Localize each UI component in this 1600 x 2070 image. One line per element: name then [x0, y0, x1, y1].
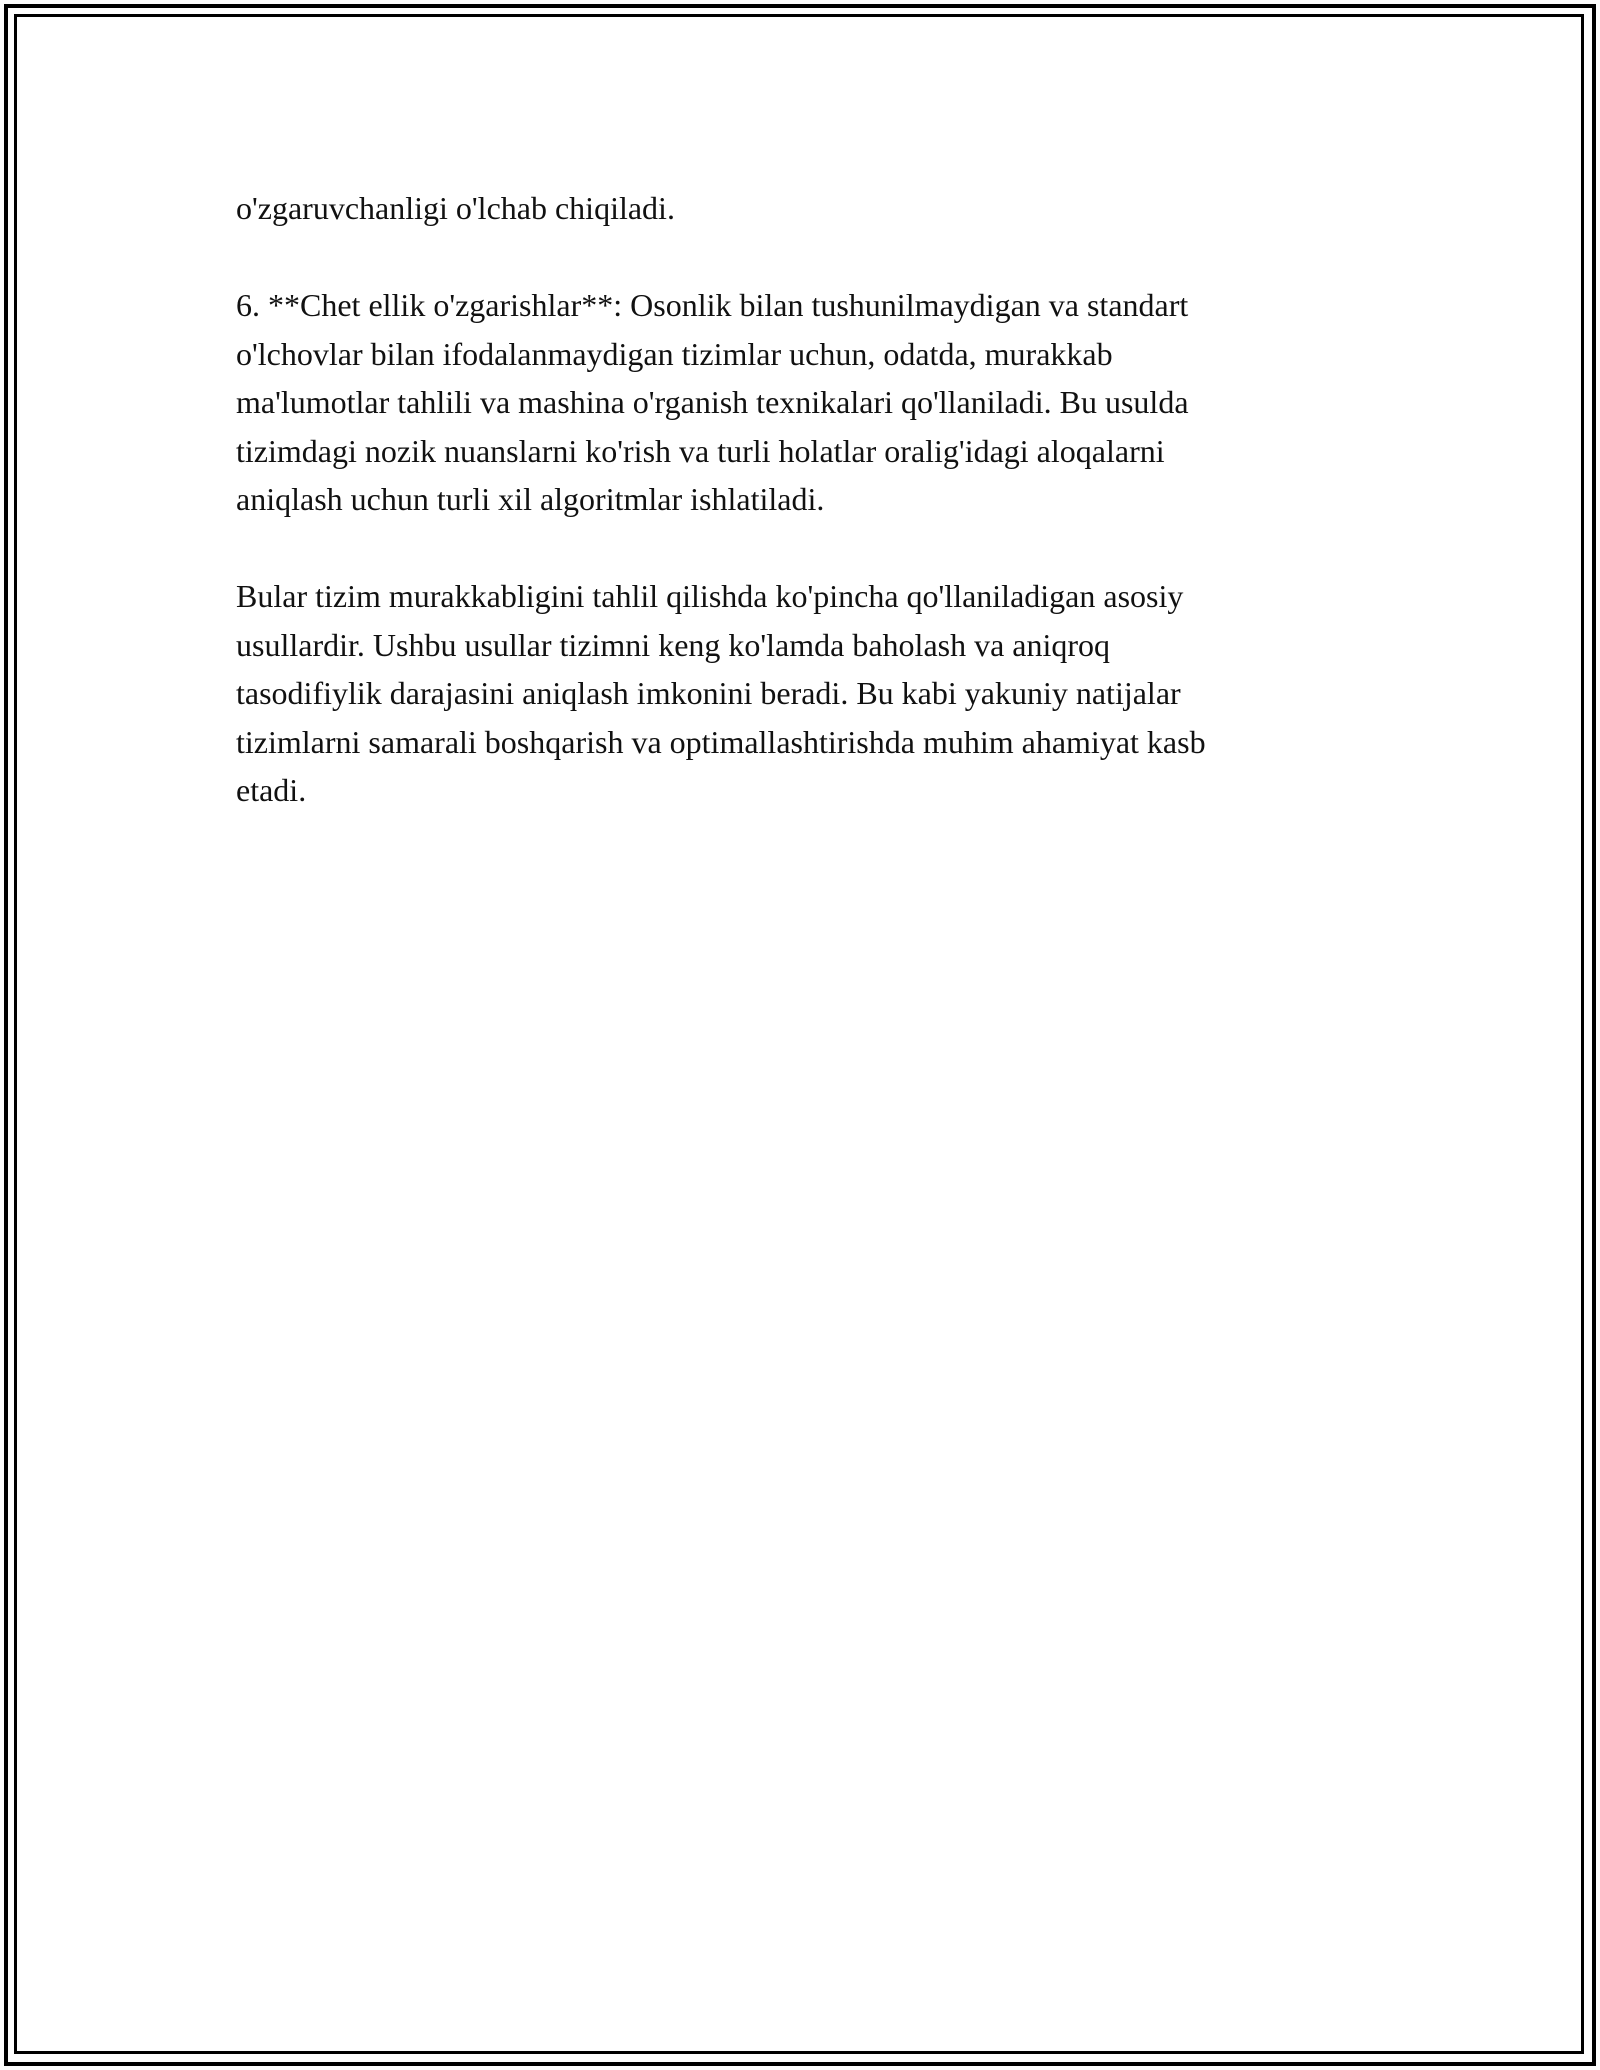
- text-line: etadi.: [236, 772, 307, 808]
- text-line: tasodifiylik darajasini aniqlash imkonini beradi. Bu kabi yakuniy natijalar: [236, 675, 1181, 711]
- text-line: 6. **Chet ellik o'zgarishlar**: Osonlik bilan tushunilmaydigan va standart: [236, 287, 1189, 323]
- text-line: o'zgaruvchanligi o'lchab chiqiladi.: [236, 190, 675, 226]
- paragraph-item-6: [236, 281, 1366, 524]
- document-body: [236, 184, 1366, 863]
- text-line: tizimlarni samarali boshqarish va optimallashtirishda muhim ahamiyat kasb: [236, 723, 1206, 760]
- text-line: Bular tizim murakkabligini tahlil qilishda ko'pincha qo'llaniladigan asosiy: [236, 578, 1184, 614]
- paragraph-continuation: [236, 184, 1366, 233]
- text-line: o'lchovlar bilan ifodalanmaydigan tizimlar uchun, odatda, murakkab: [236, 335, 1113, 372]
- text-line: ma'lumotlar tahlili va mashina o'rganish texnikalari qo'llaniladi. Bu usulda: [236, 384, 1189, 420]
- text-line: aniqlash uchun turli xil algoritmlar ishlatiladi.: [236, 481, 825, 517]
- text-line: tizimdagi nozik nuanslarni ko'rish va turli holatlar oralig'idagi aloqalarni: [236, 432, 1165, 469]
- text-line: usullardir. Ushbu usullar tizimni keng ko'lamda baholash va aniqroq: [236, 626, 1111, 663]
- paragraph-conclusion: [236, 572, 1366, 815]
